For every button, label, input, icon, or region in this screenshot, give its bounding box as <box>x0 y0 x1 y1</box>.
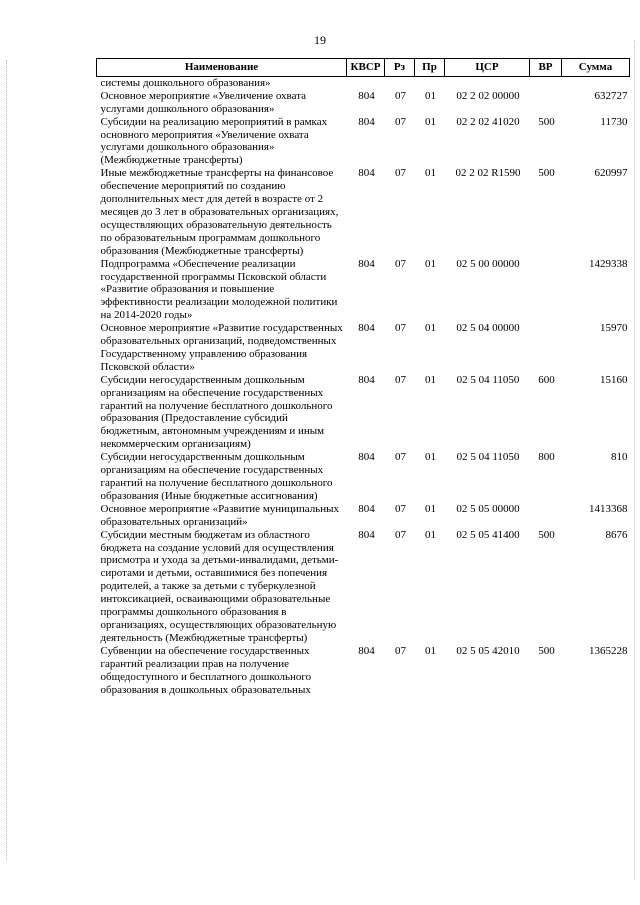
cell-kvsr: 804 <box>358 644 375 657</box>
cell-pr: 01 <box>425 115 436 128</box>
cell-name: Основное мероприятие «Увеличение охвата услугами дошкольного образования» <box>100 89 307 115</box>
cell-vr: 800 <box>538 451 555 464</box>
cell-kvsr: 804 <box>358 89 375 102</box>
cell-kvsr: 804 <box>358 502 375 515</box>
header-pr: Пр <box>415 59 445 77</box>
table-row <box>97 167 630 257</box>
cell-csr: 02 5 04 00000 <box>456 322 520 335</box>
cell-kvsr: 804 <box>358 322 375 335</box>
cell-csr: 02 5 04 11050 <box>456 373 520 386</box>
cell-kvsr: 804 <box>358 115 375 128</box>
cell-vr <box>530 258 562 323</box>
table-row <box>97 451 630 503</box>
header-kvsr: КВСР <box>347 59 385 77</box>
cell-pr: 01 <box>425 167 436 180</box>
cell-pr: 01 <box>425 257 436 270</box>
cell-csr: 02 2 02 00000 <box>456 89 520 102</box>
cell-rz: 07 <box>395 528 406 541</box>
cell-rz: 07 <box>395 115 406 128</box>
cell-vr <box>530 322 562 374</box>
cell-vr <box>530 76 562 89</box>
cell-name: Подпрограмма «Обеспечение реализации государственной программы Псковской области «Развитие образования и повышение эффективности реализации молодежной политики на 2014-2020 годы» <box>100 257 338 322</box>
cell-vr <box>530 90 562 116</box>
cell-pr: 01 <box>425 451 436 464</box>
cell-name: Субсидии местным бюджетам из областного бюджета на создание условий для осуществления присмотра и ухода за детьми-инвалидами, детьми-сиротами и детьми, оставшимися без попечения родителей, а также за детьми с туберкулезной интоксикацией, осваивающими образовательные программы дошкольного образования в организациях, осуществляющих образовательную деятельность (Межбюджетные трансферты) <box>100 528 339 644</box>
header-csr: ЦСР <box>445 59 530 77</box>
table-row <box>97 645 630 697</box>
header-sum: Сумма <box>562 59 630 77</box>
table-row <box>97 116 630 168</box>
table-row <box>97 374 630 451</box>
cell-sum: 11730 <box>600 115 628 128</box>
cell-pr: 01 <box>425 322 436 335</box>
cell-vr: 500 <box>538 167 555 180</box>
table-row <box>97 258 630 323</box>
cell-vr: 500 <box>538 644 555 657</box>
cell-pr: 01 <box>425 528 436 541</box>
cell-kvsr: 804 <box>358 257 375 270</box>
cell-rz: 07 <box>395 502 406 515</box>
cell-sum: 1413368 <box>589 502 628 515</box>
cell-rz: 07 <box>395 373 406 386</box>
cell-kvsr <box>347 76 385 89</box>
cell-sum: 1365228 <box>589 644 628 657</box>
cell-vr: 600 <box>538 373 555 386</box>
cell-csr <box>445 76 530 89</box>
cell-sum: 810 <box>611 451 628 464</box>
cell-rz: 07 <box>395 644 406 657</box>
scan-edge-left <box>6 60 8 860</box>
cell-vr: 500 <box>538 528 555 541</box>
cell-rz: 07 <box>395 322 406 335</box>
cell-csr: 02 5 05 41400 <box>456 528 520 541</box>
table-row <box>97 529 630 645</box>
budget-table <box>96 58 630 696</box>
cell-rz: 07 <box>395 167 406 180</box>
cell-pr: 01 <box>425 502 436 515</box>
cell-vr <box>530 503 562 529</box>
cell-pr: 01 <box>425 373 436 386</box>
cell-sum: 15970 <box>600 322 628 335</box>
cell-pr <box>415 76 445 89</box>
table-row <box>97 503 630 529</box>
cell-sum: 1429338 <box>589 257 628 270</box>
cell-pr: 01 <box>425 89 436 102</box>
scan-edge-right <box>634 40 636 880</box>
cell-sum: 15160 <box>600 373 628 386</box>
header-rz: Рз <box>385 59 415 77</box>
cell-rz: 07 <box>395 89 406 102</box>
cell-kvsr: 804 <box>358 167 375 180</box>
cell-name: Иные межбюджетные трансферты на финансовое обеспечение мероприятий по созданию дополнительных мест для детей в возрасте от 2 месяцев до 3 лет в образовательных организациях, осуществляющих образовательную деятельность по образовательным программам дошкольного образования (Межбюджетные трансферты) <box>100 167 339 257</box>
cell-rz: 07 <box>395 257 406 270</box>
cell-csr: 02 5 05 42010 <box>456 644 520 657</box>
cell-name: Субсидии негосударственным дошкольным организациям на обеспечение государственных гарантий на получение бесплатного дошкольного образования (Иные бюджетные ассигнования) <box>100 451 333 502</box>
header-name: Наименование <box>97 59 347 77</box>
table-header <box>97 59 630 77</box>
cell-pr: 01 <box>425 644 436 657</box>
cell-vr: 500 <box>538 115 555 128</box>
table-body <box>97 76 630 696</box>
cell-sum: 632727 <box>594 89 628 102</box>
header-vr: ВР <box>530 59 562 77</box>
table-row <box>97 90 630 116</box>
cell-kvsr: 804 <box>358 528 375 541</box>
cell-csr: 02 5 05 00000 <box>456 502 520 515</box>
table-row <box>97 322 630 374</box>
cell-name: Субвенции на обеспечение государственных гарантий реализации прав на получение общедоступного и бесплатного дошкольного образования в дошкольных образовательных <box>100 644 312 696</box>
cell-name: Субсидии на реализацию мероприятий в рамках основного мероприятия «Увеличение охвата услугами дошкольного образования» (Межбюджетные трансферты) <box>100 115 328 167</box>
cell-rz: 07 <box>395 451 406 464</box>
table-row <box>97 76 630 89</box>
header-row <box>97 59 630 77</box>
cell-name: Основное мероприятие «Развитие муниципальных образовательных организаций» <box>100 502 339 528</box>
cell-kvsr: 804 <box>358 373 375 386</box>
cell-name: Основное мероприятие «Развитие государственных образовательных организаций, подведомственных Государственному управлению образования Псковской области» <box>100 322 343 373</box>
cell-sum: 8676 <box>605 528 628 541</box>
cell-name: системы дошкольного образования» <box>100 76 271 89</box>
cell-csr: 02 5 00 00000 <box>456 257 520 270</box>
cell-csr: 02 2 02 R1590 <box>455 167 521 180</box>
cell-rz <box>385 76 415 89</box>
cell-sum <box>562 76 630 89</box>
cell-sum: 620997 <box>594 167 628 180</box>
page-number: 19 <box>314 33 326 47</box>
cell-csr: 02 2 02 41020 <box>456 115 520 128</box>
cell-name: Субсидии негосударственным дошкольным организациям на обеспечение государственных гарантий на получение бесплатного дошкольного образования (Предоставление субсидий бюджетным, автономным учреждениям и иным некоммерческим организациям) <box>100 373 333 451</box>
cell-kvsr: 804 <box>358 451 375 464</box>
cell-csr: 02 5 04 11050 <box>456 451 520 464</box>
